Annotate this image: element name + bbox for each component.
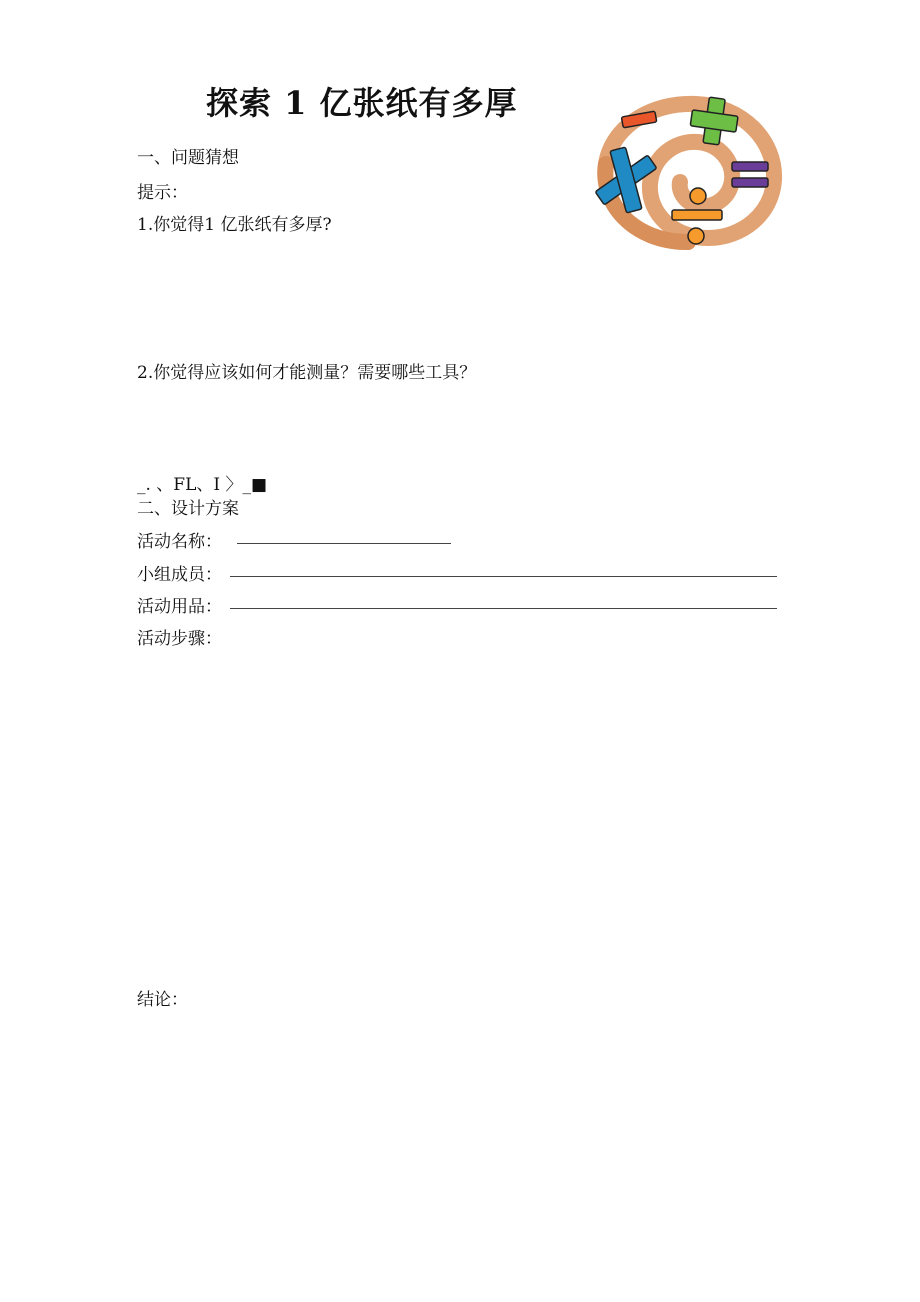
steps-label: 活动步骤： [137, 629, 222, 649]
garbled-text-line: _. 、FL、I 〉_■ [137, 475, 268, 495]
activity-name-label: 活动名称： [137, 532, 222, 552]
group-members-label: 小组成员： [137, 565, 222, 585]
materials-field[interactable] [230, 608, 777, 609]
conclusion-label: 结论： [137, 990, 188, 1010]
materials-label: 活动用品： [137, 597, 222, 617]
hint-label: 提示： [137, 183, 188, 203]
question-2: 2.你觉得应该如何才能测量？需要哪些工具？ [137, 363, 477, 383]
question-1: 1.你觉得1 亿张纸有多厚? [137, 215, 332, 235]
math-operators-spiral-icon [592, 92, 784, 252]
group-members-field[interactable] [230, 576, 777, 577]
section-heading-guess: 一、问题猜想 [137, 148, 239, 168]
section-heading-plan: 二、设计方案 [137, 499, 239, 519]
activity-name-field[interactable] [237, 543, 451, 544]
page-title: 探索 1 亿张纸有多厚 [206, 84, 518, 122]
